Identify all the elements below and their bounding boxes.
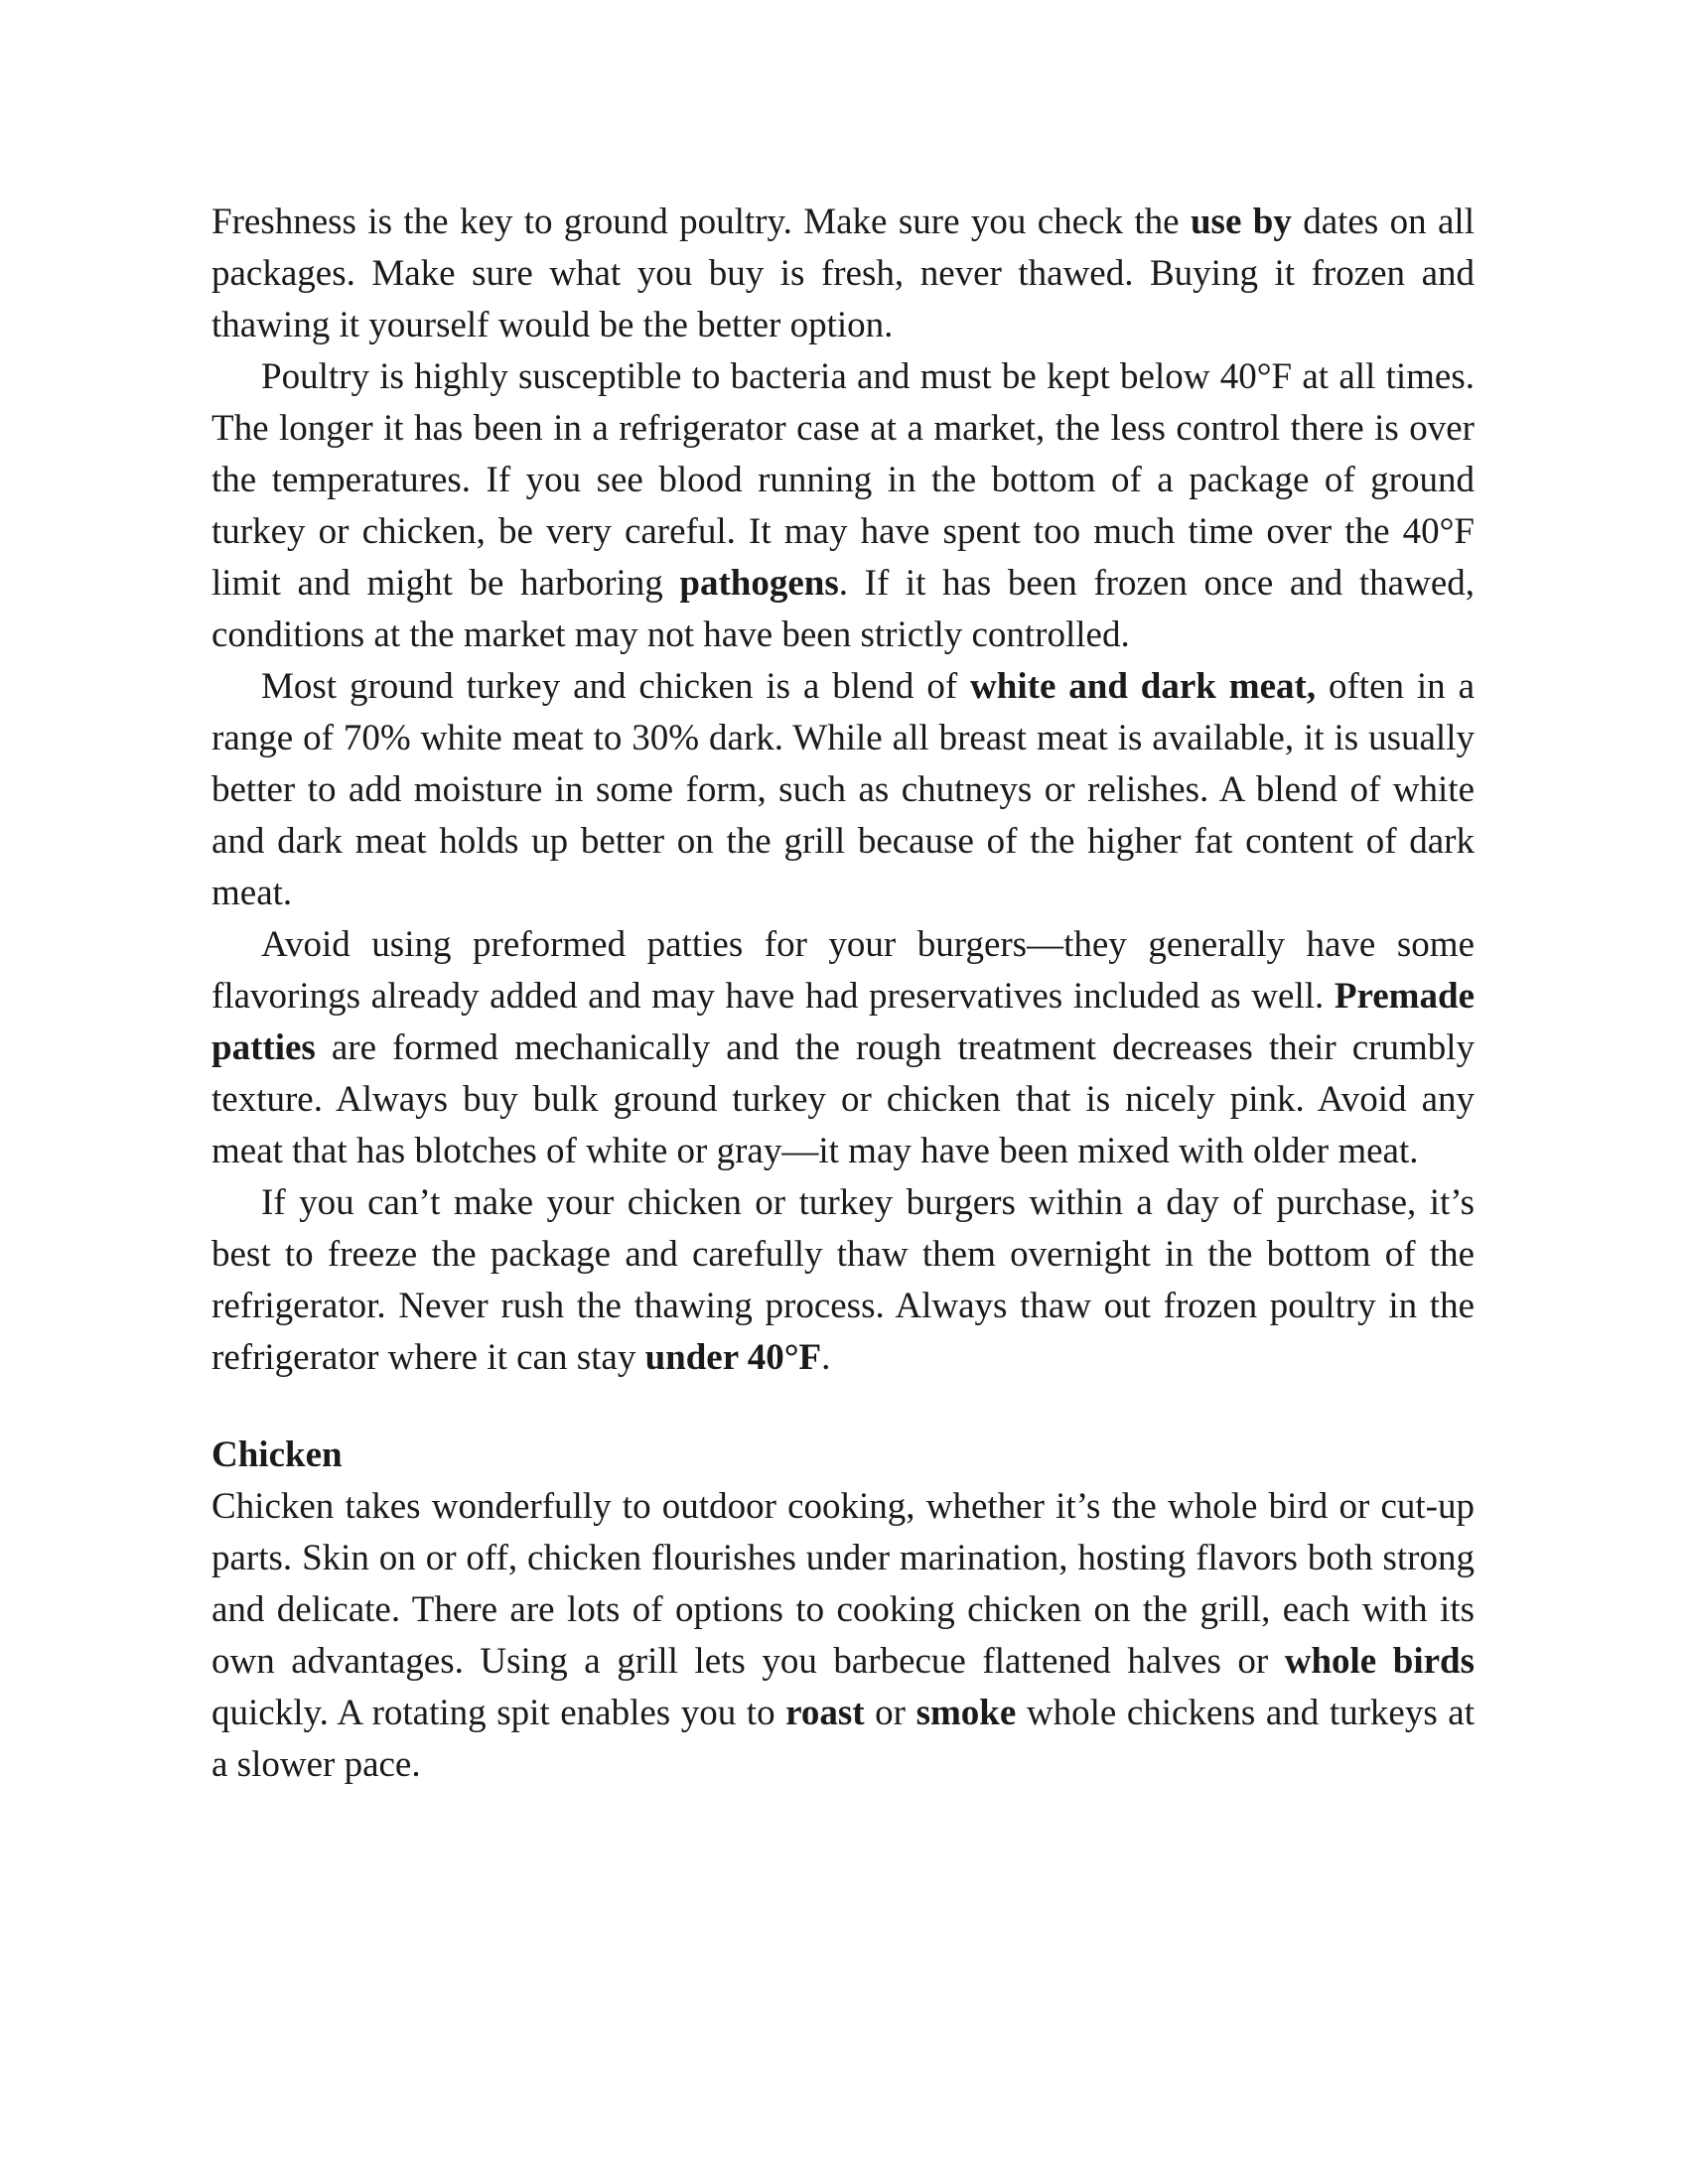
text-run: . If it has been frozen once and thawed, conditions at the market may not have been strictly controlled. [211,563,1475,655]
bold-term-whole-birds: whole birds [1284,1641,1475,1682]
text-run: Avoid using preformed patties for your burgers—they generally have some flavorings already added and may have had preservatives included as well. [211,924,1475,1017]
bold-term-white-dark-meat: white and dark meat, [970,666,1317,707]
paragraph-thawing [211,1177,1475,1384]
text-run: dates on all packages. Make sure what you buy is fresh, never thawed. Buying it frozen and thawing it yourself would be the better option. [211,202,1475,345]
section-heading-chicken: Chicken [211,1434,343,1475]
paragraph-patties [211,919,1475,1177]
paragraph-chicken [211,1481,1475,1791]
document-page [211,197,1475,1791]
bold-term-roast: roast [785,1693,865,1733]
text-run: Poultry is highly susceptible to bacteria and must be kept below 40°F at all times. The longer it has been in a refrigerator case at a market, the less control there is over the temperatures. If you see blood running in the bottom of a package of ground turkey or chicken, be very careful. It may have spent too much time over the 40°F limit and might be harboring [211,356,1475,604]
bold-term-smoke: smoke [915,1693,1017,1733]
text-run: often in a range of 70% white meat to 30% dark. While all breast meat is available, it is usually better to add moisture in some form, such as chutneys or relishes. A blend of white and dark meat holds up better on the grill because of the higher fat content of dark meat. [211,666,1475,913]
text-run: are formed mechanically and the rough treatment decreases their crumbly texture. Always buy bulk ground turkey or chicken that is nicely pink. Avoid any meat that has blotches of white or gray—it may have been mixed with older meat. [211,1027,1475,1171]
bold-term-premade-patties: Premade patties [211,976,1475,1068]
bold-term-use-by: use by [1190,202,1292,242]
text-run: If you can’t make your chicken or turkey burgers within a day of purchase, it’s best to freeze the package and carefully thaw them overnight in the bottom of the refrigerator. Never rush the thawing process. Always thaw out frozen poultry in the refrigerator where it can stay [211,1182,1475,1378]
paragraph-bacteria [211,351,1475,661]
text-run: quickly. A rotating spit enables you to [211,1693,786,1733]
paragraph-blend [211,661,1475,919]
text-run: Most ground turkey and chicken is a blend of [261,666,971,707]
text-run: Freshness is the key to ground poultry. Make sure you check the [211,202,1191,242]
text-run: whole chickens and turkeys at a slower pace. [211,1693,1475,1785]
text-run: or [864,1693,916,1733]
bold-term-pathogens: pathogens [679,563,839,604]
text-run: Chicken takes wonderfully to outdoor cooking, whether it’s the whole bird or cut-up parts. Skin on or off, chicken flourishes under marination, hosting flavors both strong and delicate. There are lots of options to cooking chicken on the grill, each with its own advantages. Using a grill lets you barbecue flattened halves or [211,1486,1475,1682]
paragraph-freshness [211,197,1475,351]
bold-term-under-40f: under 40°F [644,1337,822,1378]
text-run: . [821,1337,831,1378]
